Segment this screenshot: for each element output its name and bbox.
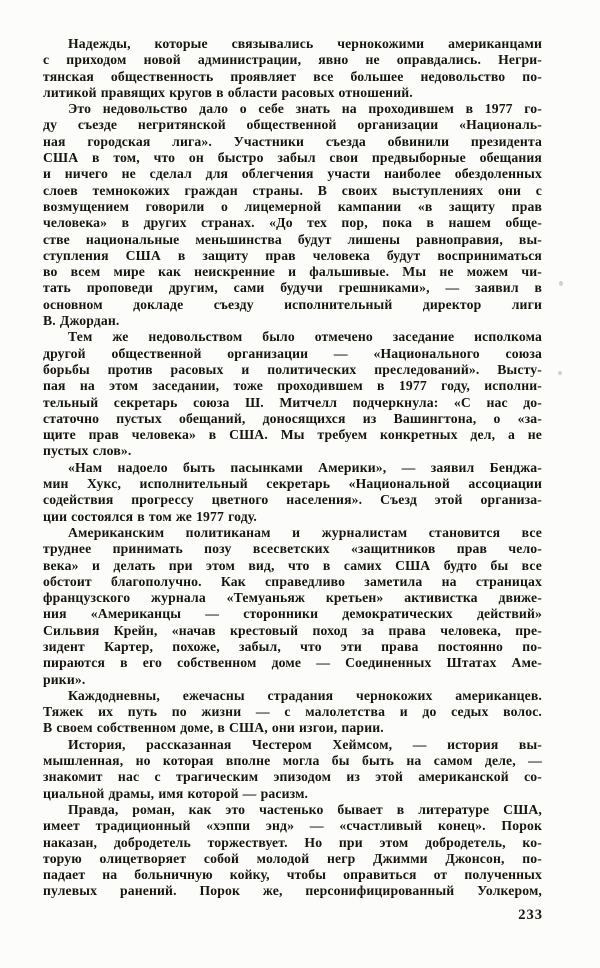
text-line: мышленная, но которая вполне могла бы быть на самом деле, — <box>43 753 542 769</box>
paragraph <box>43 36 542 101</box>
text-line: «Нам надоело быть пасынками Америки», — заявил Бенджа- <box>68 459 542 475</box>
text-line: щите прав человека» в США. Мы требуем конкретных дел, а не <box>43 427 542 443</box>
text-line: французского журнала «Темуаньяж кретьен» активистка движе- <box>43 590 542 606</box>
text-line: человека» в других странах. «До тех пор, пока в нашем обще- <box>43 215 542 231</box>
paragraph <box>43 802 542 900</box>
paragraph <box>43 460 542 525</box>
text-line: Тяжек их путь по жизни — с малолетства и до седых волос. <box>43 704 542 720</box>
text-line: тянская общественность проявляет все большее недовольство по- <box>43 68 542 84</box>
text-line: ния «Американцы — сторонники демократических действий» <box>43 606 542 622</box>
text-line: другой общественной организации — «Национального союза <box>43 345 542 361</box>
page-number: 233 <box>518 907 543 923</box>
text-line: В своем собственном доме, в США, они изгои, парии. <box>43 720 384 736</box>
text-line: торую олицетворяет собой молодой негр Джимми Джонсон, по- <box>43 850 542 866</box>
text-line: Это недовольство дало о себе знать на проходившем в 1977 го- <box>68 101 542 117</box>
text-line: возмущением говорили о лицемерной кампании «в защиту прав <box>43 198 542 214</box>
scan-speck <box>558 371 562 375</box>
text-line: слоев темнокожих граждан страны. В своих выступлениях они с <box>43 182 542 198</box>
text-line: тать проповеди другим, сами будучи грешниками», — заявил в <box>43 280 542 296</box>
text-line: пустых слов». <box>43 443 132 459</box>
text-line: ду съезде негритянской общественной организации «Националь- <box>43 117 542 133</box>
paragraph <box>43 525 542 688</box>
text-line: тельный секретарь союза Ш. Митчелл подчеркнула: «С нас до- <box>43 394 542 410</box>
text-line: ная городская лига». Участники съезда обвинили президента <box>43 133 542 149</box>
text-line: циальной драмы, имя которой — расизм. <box>43 785 309 801</box>
text-line: В. Джордан. <box>43 313 120 329</box>
text-line: Каждодневны, ежечасны страдания чернокожих американцев. <box>68 687 542 703</box>
text-line: Тем же недовольством было отмечено заседание исполкома <box>68 329 542 345</box>
text-line: История, рассказанная Честером Хеймсом, — история вы- <box>68 736 542 752</box>
text-line: во всем мире как неискренние и фальшивые. Мы не можем чи- <box>43 264 542 280</box>
text-line: статочно пустых обещаний, доносящихся из Вашингтона, о «за- <box>43 410 542 426</box>
text-line: имеет традиционный «хэппи энд» — «счастливый конец». Порок <box>43 818 542 834</box>
text-line: литикой правящих кругов в области расовых отношений. <box>43 84 413 100</box>
body-text <box>43 36 542 900</box>
text-line: зидент Картер, похоже, забыл, что эти права постоянно по- <box>43 638 542 654</box>
paragraph <box>43 329 542 459</box>
scan-speck <box>559 281 563 286</box>
text-line: обстоит благополучно. Как справедливо заметила на страницах <box>43 573 542 589</box>
text-line: пулевых ранений. Порок же, персонифицированный Уолкером, <box>43 883 542 899</box>
text-line: основном докладе съезду исполнительный директор лиги <box>43 296 542 312</box>
text-line: США в том, что он быстро забыл свои предвыборные обещания <box>43 150 542 166</box>
paragraph <box>43 737 542 802</box>
text-line: стве национальные меньшинства будут лишены равноправия, вы- <box>43 231 542 247</box>
text-line: Американским политиканам и журналистам становится все <box>68 524 542 540</box>
text-line: труднее принимать позу всесветских «защитников прав чело- <box>43 541 542 557</box>
text-line: Правда, роман, как это частенько бывает в литературе США, <box>68 801 542 817</box>
text-line: мин Хукс, исполнительный секретарь «Национальной ассоциации <box>43 476 542 492</box>
text-line: ступления США в защиту прав человека будут восприниматься <box>43 247 542 263</box>
text-line: ции состоялся в том же 1977 году. <box>43 508 258 524</box>
text-line: и ничего не сделал для облегчения участи наиболее обездоленных <box>43 166 542 182</box>
paragraph <box>43 688 542 737</box>
text-line: наказан, добродетель торжествует. Но при этом добродетель, ко- <box>43 834 542 850</box>
text-line: пираются в его собственном доме — Соединенных Штатах Аме- <box>43 655 542 671</box>
text-line: падает на больничную койку, чтобы оправиться от полученных <box>43 867 542 883</box>
text-line: Сильвия Крейн, «начав крестовый поход за права человека, пре- <box>43 622 542 638</box>
text-line: пая на этом заседании, тоже проходившем в 1977 году, исполни- <box>43 378 542 394</box>
text-line: рики». <box>43 671 86 687</box>
text-line: с приходом новой администрации, явно не оправдались. Негри- <box>43 52 542 68</box>
text-line: века» и делать при этом вид, что в самих США будто бы все <box>43 557 542 573</box>
paragraph <box>43 101 542 329</box>
text-line: Надежды, которые связывались чернокожими американцами <box>68 36 542 51</box>
text-line: знакомит нас с трагическим эпизодом из этой американской со- <box>43 769 542 785</box>
text-line: содействия прогрессу цветного населения». Съезд этой организа- <box>43 492 542 508</box>
text-line: борьбы против расовых и политических преследований». Высту- <box>43 361 542 377</box>
